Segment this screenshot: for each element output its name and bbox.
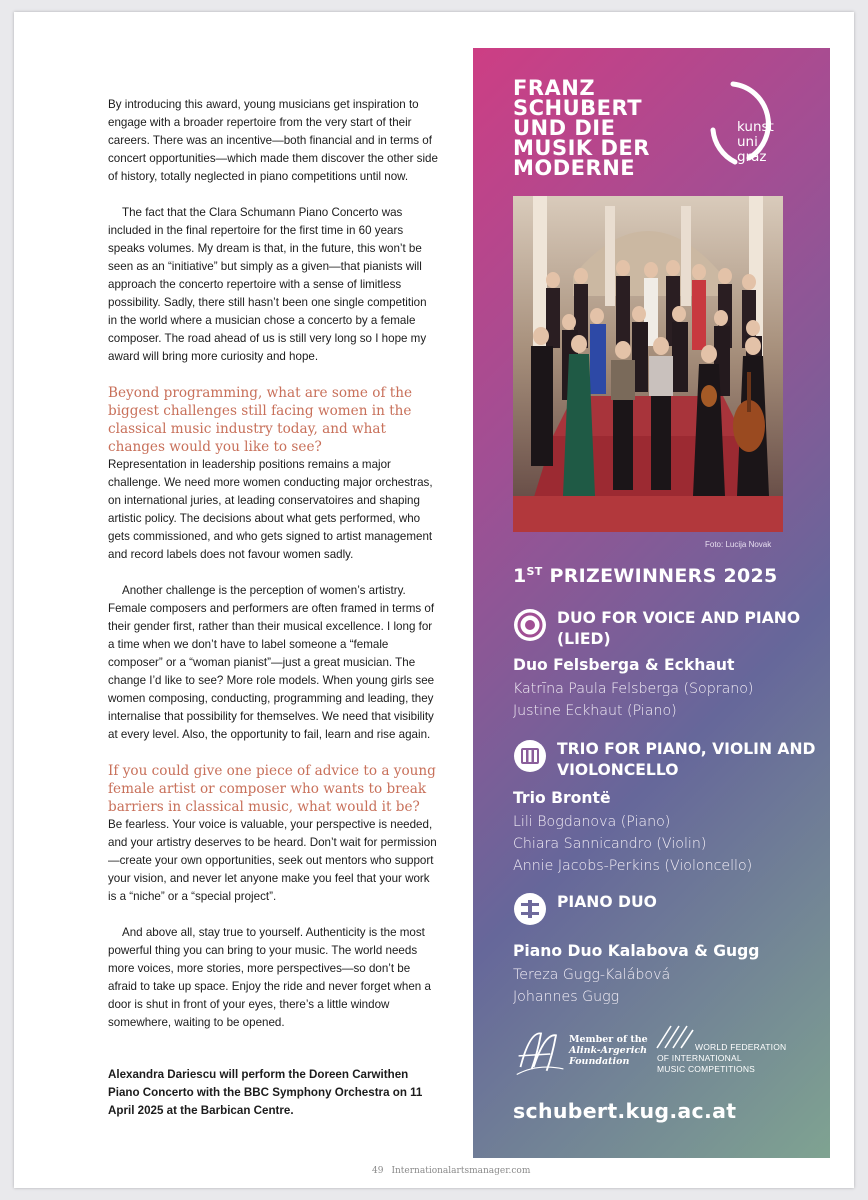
heading-ordinal: ST xyxy=(526,565,543,578)
performer-bio: Alexandra Dariescu will perform the Doreen Carwithen Piano Concerto with the BBC Symphony Orchestra on 11 April 2025 at the Barbican Centre. xyxy=(108,1068,423,1117)
photo-credit: Foto: Lucija Novak xyxy=(705,540,772,549)
membership-line: Alink-Argerich xyxy=(569,1045,648,1056)
winner-name: Duo Felsberga & Eckhaut xyxy=(513,656,735,674)
logo-line: uni xyxy=(737,134,758,150)
ad-title-line: UND DIE xyxy=(513,116,616,140)
piano-duo-icon xyxy=(513,892,547,926)
ad-title-line: FRANZ xyxy=(513,76,596,100)
category-title: TRIO FOR PIANO, VIOLIN AND VIOLONCELLO xyxy=(557,740,816,779)
federation-line: OF INTERNATIONAL xyxy=(657,1053,742,1063)
winner-name: Trio Brontë xyxy=(513,789,611,807)
category-title: PIANO DUO xyxy=(557,893,657,911)
winner-member: Chiara Sannicandro (Violin) xyxy=(513,836,707,852)
article-paragraph: The fact that the Clara Schumann Piano Concerto was included in the final repertoire for the first time in 60 years speaks volumes. My dream is that, in the future, this won’t be seen as an “initiative” but simply as a given—that pianists will approach the concerto repertoire with a sense of limitless possibility. Sadly, there still hasn’t been one single competition in the world where a musician chose a concerto by a female composer. The road ahead of us is still very long so I hope my award will bring more curiosity and hope. xyxy=(108,206,427,363)
website-url: schubert.kug.ac.at xyxy=(513,1099,737,1123)
winner-member: Annie Jacobs-Perkins (Violoncello) xyxy=(513,858,753,874)
federation-line: WORLD FEDERATION xyxy=(695,1042,787,1052)
kunstuni-graz-wordmark xyxy=(737,120,774,165)
page-number: 49 xyxy=(372,1166,384,1176)
winner-member: Justine Eckhaut (Piano) xyxy=(513,703,677,719)
footer-site: Internationalartsmanager.com xyxy=(391,1166,531,1176)
article-paragraph: Be fearless. Your voice is valuable, your perspective is needed, and your artistry deserves to be heard. Don’t wait for permission—create your own opportunities, seek out mentors who support your vision, and never let anyone make you feel that your work is a “niche” or a “special project”. xyxy=(108,818,437,903)
article-paragraph: By introducing this award, young musicians get inspiration to engage with a broader repertoire from the very start of their careers. There was an incentive—both financial and in terms of concert opportunities—which made them discover the other side of history, totally neglected in piano competitions until now. xyxy=(108,98,438,183)
world-federation-logo-icon xyxy=(655,1020,695,1050)
page-footer xyxy=(372,1166,538,1176)
article-paragraph: Representation in leadership positions remains a major challenge. We need more women conducting major orchestras, on international juries, at leading conservatoires and shaping artistic policy. The decisions about what gets performed, who gets commissioned, and who gets signed to artist management and record labels does not favour women sadly. xyxy=(108,458,433,561)
article-paragraph: Another challenge is the perception of women’s artistry. Female composers and performers are often framed in terms of their gender first, rather than their musical excellence. I long for a time when we don’t have to label someone a “female composer” or a “woman pianist”—just a great musician. The change I’d like to see? More role models. When young girls see women composing, conducting, programming and leading, they internalise that possibility for themselves. We need that visibility at every level. Also, the opportunity to fail, learn and rise again. xyxy=(108,584,435,741)
interview-article xyxy=(108,96,438,1138)
winner-member: Tereza Gugg-Kalábová xyxy=(513,967,671,983)
competition-advertisement xyxy=(473,48,830,1158)
ad-title-line: SCHUBERT xyxy=(513,96,643,120)
winner-member: Johannes Gugg xyxy=(513,989,620,1005)
ad-title-line: MODERNE xyxy=(513,156,636,180)
logo-line: graz xyxy=(737,149,767,165)
winner-member: Katrīna Paula Felsberga (Soprano) xyxy=(513,681,754,697)
category-title: DUO FOR VOICE AND PIANO (LIED) xyxy=(557,609,801,648)
membership-line: Member of the xyxy=(569,1034,648,1045)
winner-member: Lili Bogdanova (Piano) xyxy=(513,814,671,830)
alink-argerich-monogram-icon xyxy=(513,1026,569,1082)
heading-text: PRIZEWINNERS 2025 xyxy=(542,565,778,587)
membership-line: Foundation xyxy=(569,1056,630,1067)
interview-question: If you could give one piece of advice to a young female artist or composer who wants to break barriers in classical music, what would it be? xyxy=(108,763,436,815)
alink-argerich-membership xyxy=(569,1034,648,1067)
piano-keys-icon xyxy=(513,739,547,773)
logo-line: kunst xyxy=(737,119,774,135)
heading-number: 1 xyxy=(513,565,527,587)
federation-line: MUSIC COMPETITIONS xyxy=(657,1064,756,1074)
prizewinners-heading xyxy=(513,565,778,587)
ad-title-line: MUSIK DER xyxy=(513,136,650,160)
world-federation-label xyxy=(657,1042,787,1075)
ad-title xyxy=(513,78,713,178)
article-paragraph: And above all, stay true to yourself. Authenticity is the most powerful thing you can bring to your music. The world needs more voices, more stories, more perspectives—so don’t be afraid to take up space. Enjoy the ride and never forget when a door is shut in front of your eyes, there’s a little window somewhere, waiting to be opened. xyxy=(108,926,431,1029)
target-icon xyxy=(513,608,547,642)
interview-question: Beyond programming, what are some of the biggest challenges still facing women in the classical music industry today, and what changes would you like to see? xyxy=(108,385,413,455)
magazine-page xyxy=(14,12,854,1188)
ensemble-photo xyxy=(513,196,783,532)
winner-name: Piano Duo Kalabova & Gugg xyxy=(513,942,760,960)
